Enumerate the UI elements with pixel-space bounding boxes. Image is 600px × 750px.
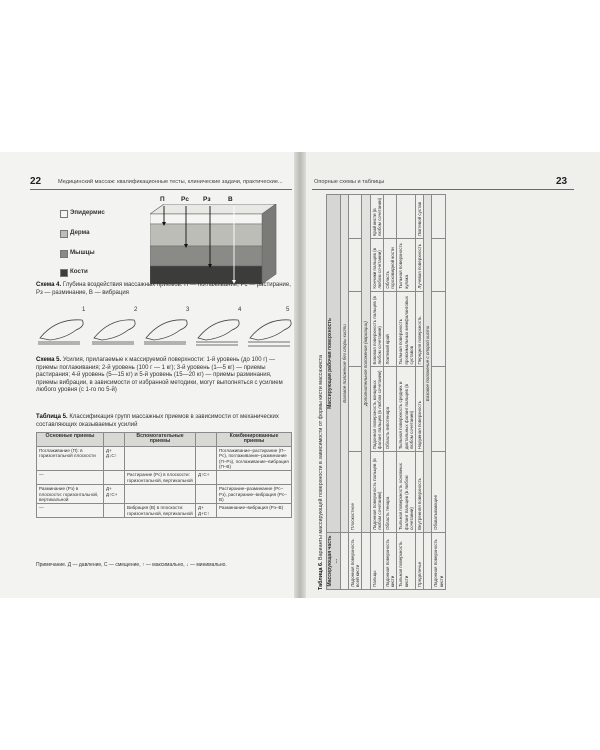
table6-cell: Область гипотенара bbox=[384, 367, 397, 452]
table5-cell: Разминание–вибрация (Рз–В) bbox=[217, 504, 292, 518]
table6 bbox=[326, 194, 445, 590]
hand-number-5: 5 bbox=[286, 307, 290, 313]
arrow-label-rs: Рс bbox=[181, 196, 189, 203]
table5-header: Комбинированные приемы bbox=[217, 433, 292, 447]
legend-label: Эпидермис bbox=[70, 209, 105, 216]
table6-header: Массирующая рабочая поверхность bbox=[327, 195, 340, 533]
table6-caption bbox=[318, 194, 324, 590]
table6-cell: Лучевая поверхность bbox=[416, 239, 424, 291]
table6-cell: Тыльная поверхность средних и дистальных фаланг пальцев (в любом сочетании) bbox=[397, 367, 416, 452]
hand-number-2: 2 bbox=[134, 307, 138, 313]
table5-cell: Вибрация (В) в плоскости: горизонтальной, вертикальной bbox=[125, 504, 196, 518]
header-rule bbox=[312, 189, 574, 190]
table6-cell: Край кисти (в любом сочетании) bbox=[370, 195, 383, 239]
table-row bbox=[384, 195, 397, 590]
table5-cell: Поглаживание (П): в горизонтальной плоскости bbox=[37, 446, 104, 471]
legend-label: Мышцы bbox=[70, 249, 95, 256]
table5-cell bbox=[217, 471, 292, 485]
arrow-label-v: В bbox=[228, 196, 233, 203]
arrow-label-rz: Рз bbox=[203, 196, 211, 203]
table5-note: Примечание. Д — давление, С — смещение, ↑ — максимально, ↓ — минимально. bbox=[36, 562, 227, 568]
table-row bbox=[349, 195, 362, 590]
table6-header: Массирующая часть ... bbox=[327, 533, 340, 590]
table-row bbox=[432, 195, 445, 590]
page-number-left: 22 bbox=[30, 176, 42, 187]
table6-cell: Тыльная поверхность кулака bbox=[397, 239, 416, 291]
running-head-right: Опорные схемы и таблицы bbox=[314, 179, 385, 185]
table5-cell: — bbox=[37, 504, 104, 518]
table6-cell: Локтевой край bbox=[384, 291, 397, 367]
table6-cell: Обхватывающее bbox=[432, 452, 445, 533]
scheme5-text: Усилия, прилагаемые к массируемой поверхности: 1-й уровень (до 100 г) — приемы поглаживания; 2-й уровень (100 г — 1 кг); 3-й уровень (1—5 кг) — приемы растирания; 4-й уровень (5—15 кг) и 5-й уровень (15—20 кг) — приемы разминания, приемы вибрации, в зависимости от избранной методики, могут выполняться с усилием любого уровня (с 1-го по 5-й) bbox=[36, 357, 283, 394]
table6-cell: Ладонная поверхность кисти bbox=[384, 533, 397, 590]
table6-cell bbox=[349, 195, 362, 239]
scheme5-caption bbox=[36, 357, 291, 395]
swatch-epidermis bbox=[60, 210, 68, 218]
table5-cell: Д+ Д↓С↑ bbox=[104, 446, 125, 471]
table-row bbox=[397, 195, 416, 590]
table5-cell bbox=[125, 485, 196, 504]
table6-cell: Плоскостное bbox=[349, 452, 362, 533]
table5-cell: Растирание–разминание (Рс–Рз), растирание–вибрация (Рс–В) bbox=[217, 485, 292, 504]
table6-band-row bbox=[340, 195, 348, 590]
table5-cell: Растирание (Рс) в плоскости: горизонтальной, вертикальной bbox=[125, 471, 196, 485]
table6-cell: Кончики пальцев (в любом сочетании) bbox=[370, 239, 383, 291]
table6-caption-text: Варианты массирующей поверхности в зависимости от формы кисти массажиста bbox=[318, 354, 324, 561]
table6-cell: Предплечье bbox=[416, 533, 424, 590]
scheme4-text: Глубина воздействия массажных приемов: П — поглаживание, Рс — растирание, Рз — разминание, В — вибрация bbox=[36, 282, 291, 296]
table5 bbox=[36, 432, 292, 518]
table6-cell: Передняя поверхность bbox=[416, 291, 424, 367]
table5-cell bbox=[196, 446, 217, 471]
table6-cell: Ладонная поверхность кисти bbox=[432, 533, 445, 590]
table6-rotated-wrapper bbox=[318, 194, 568, 590]
book-gutter bbox=[294, 152, 306, 598]
swatch-muscles bbox=[60, 250, 68, 258]
table5-cell: Разминание (Рз) в плоскости: горизонтальной, вертикальной bbox=[37, 485, 104, 504]
table5-caption bbox=[36, 414, 291, 429]
table6-cell bbox=[432, 239, 445, 291]
table-row bbox=[370, 195, 383, 590]
table6-band-row bbox=[424, 195, 432, 590]
table5-title: Таблица 5. bbox=[36, 414, 68, 420]
table6-cell: Ладонная поверхность пальцев (в любом сочетании) bbox=[370, 452, 383, 533]
table6-cell bbox=[432, 291, 445, 367]
table-row bbox=[37, 504, 292, 518]
table6-cell: Боковая поверхность пальцев (в любом сочетании) bbox=[370, 291, 383, 367]
hand-number-4: 4 bbox=[238, 307, 242, 313]
left-page bbox=[0, 152, 300, 598]
table6-cell bbox=[384, 195, 397, 239]
table6-cell: Область гороховидной кости bbox=[384, 239, 397, 291]
table5-cell: Д+ Д↑С+ bbox=[104, 485, 125, 504]
table6-cell bbox=[397, 195, 416, 239]
legend-label: Кости bbox=[70, 268, 88, 275]
hand-number-3: 3 bbox=[186, 307, 190, 313]
right-page bbox=[300, 152, 600, 598]
scheme4-caption bbox=[36, 282, 291, 297]
swatch-derma bbox=[60, 230, 68, 238]
table6-band-row bbox=[362, 195, 370, 590]
table-row bbox=[37, 446, 292, 471]
table6-cell: Ладонная поверхность концевых фаланг пальцев (в любом сочетании) bbox=[370, 367, 383, 452]
table5-cell bbox=[104, 471, 125, 485]
scheme5-title: Схема 5. bbox=[36, 357, 62, 363]
table6-cell: Тыльная поверхность кисти bbox=[397, 533, 416, 590]
table5-cell bbox=[104, 504, 125, 518]
table5-cell bbox=[125, 446, 196, 471]
table6-cell: Тыльная поверхность проксимальных межфаланговых суставов bbox=[397, 291, 416, 367]
table6-band: Дополнительное положение (вариации) bbox=[362, 195, 370, 533]
table6-cell: Внутренняя поверхность bbox=[416, 452, 424, 533]
scheme4-title: Схема 4. bbox=[36, 282, 62, 288]
running-head-left: Медицинский массаж: квалификационные тесты, клинические задачи, практические... bbox=[58, 179, 283, 185]
table5-cell: Поглаживание–растирание (П–Рс), поглаживание–разминание (П–Рз), поглаживание–вибрация (П–В) bbox=[217, 446, 292, 471]
table-row bbox=[37, 485, 292, 504]
table5-cell: — bbox=[37, 471, 104, 485]
table6-cell: Область тенара bbox=[384, 452, 397, 533]
table5-header bbox=[104, 433, 125, 447]
table6-cell: Локтевой сустав bbox=[416, 195, 424, 239]
table6-band: Базовое положение без опоры кисти bbox=[340, 195, 348, 533]
skin-layer-block-diagram bbox=[150, 204, 280, 290]
table5-caption-text: Классификация групп массажных приемов в зависимости от механических составляющих оказываемых усилий bbox=[36, 414, 279, 428]
book-spread bbox=[0, 152, 600, 598]
table5-header-row bbox=[37, 433, 292, 447]
table6-cell: Тыльная поверхность основных фаланг пальцев (в любом сочетании) bbox=[397, 452, 416, 533]
table6-band: Базовое положение с опорой кисти bbox=[424, 195, 432, 533]
table6-cell bbox=[349, 367, 362, 452]
table5-cell: Д+ Д+С↑ bbox=[196, 504, 217, 518]
page-number-right: 23 bbox=[556, 176, 568, 187]
table6-cell: Наружная поверхность bbox=[416, 367, 424, 452]
table5-header: Основные приемы bbox=[37, 433, 104, 447]
table-row bbox=[37, 471, 292, 485]
arrow-label-p: П bbox=[160, 196, 165, 203]
table-row bbox=[416, 195, 424, 590]
table6-cell bbox=[349, 291, 362, 367]
table5-header: Вспомогательные приемы bbox=[125, 433, 196, 447]
table6-cell bbox=[349, 239, 362, 291]
hands-pressure-illustration bbox=[36, 308, 296, 352]
hand-number-1: 1 bbox=[82, 307, 86, 313]
table5-header bbox=[196, 433, 217, 447]
legend-label: Дерма bbox=[70, 229, 90, 236]
header-rule bbox=[30, 189, 292, 190]
table6-cell bbox=[432, 367, 445, 452]
table6-cell bbox=[432, 195, 445, 239]
table6-title: Таблица 6. bbox=[318, 561, 324, 590]
table6-header-row bbox=[327, 195, 340, 590]
table5-cell bbox=[196, 485, 217, 504]
table6-cell: Пальцы bbox=[370, 533, 383, 590]
swatch-bones bbox=[60, 269, 68, 277]
table6-cell: Ладонная поверхность всей кисти bbox=[349, 533, 362, 590]
table5-cell: Д↑С+ bbox=[196, 471, 217, 485]
